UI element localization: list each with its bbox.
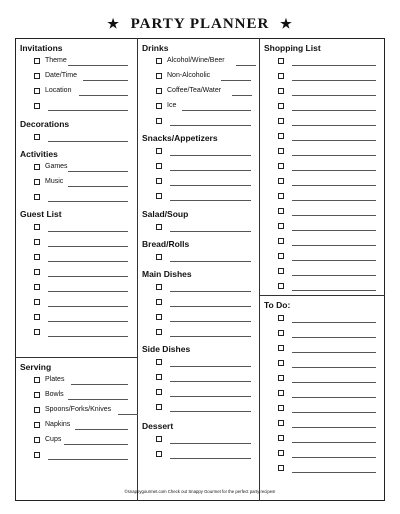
checkbox[interactable] [156,103,162,109]
checkbox[interactable] [278,148,284,154]
checkbox[interactable] [278,390,284,396]
checklist-item [264,386,380,401]
checklist-item [142,385,255,400]
checkbox[interactable] [34,437,40,443]
checklist-item [20,54,132,69]
checklist-item [264,371,380,386]
write-in-line[interactable] [170,125,251,126]
write-in-line[interactable] [292,185,376,186]
side-dishes-heading: Side Dishes [142,344,191,354]
write-in-line[interactable] [292,337,376,338]
write-in-line[interactable] [170,155,251,156]
checkbox[interactable] [156,178,162,184]
shopping-list-heading: Shopping List [264,43,321,53]
activities-section [20,148,132,205]
checklist-item [20,130,132,145]
checkbox[interactable] [34,88,40,94]
checkbox[interactable] [278,73,284,79]
checkbox[interactable] [278,375,284,381]
write-in-line[interactable] [292,95,376,96]
checkbox[interactable] [278,420,284,426]
shopping-list-section [264,42,380,294]
checkbox[interactable] [34,269,40,275]
column-divider [137,38,138,501]
write-in-line[interactable] [292,125,376,126]
write-in-line[interactable] [170,443,251,444]
checkbox[interactable] [278,178,284,184]
checkbox[interactable] [278,118,284,124]
write-in-line[interactable] [170,321,251,322]
checkbox[interactable] [156,163,162,169]
checkbox[interactable] [278,268,284,274]
checklist-item [142,432,255,447]
checklist-item [142,144,255,159]
write-in-line[interactable] [79,95,128,96]
write-in-line[interactable] [292,80,376,81]
item-label: Napkins [45,421,71,428]
checklist-item [264,144,380,159]
checkbox[interactable] [278,58,284,64]
item-label: Bowls [45,391,64,398]
checkbox[interactable] [156,254,162,260]
write-in-line[interactable] [292,290,376,291]
checklist-item [264,326,380,341]
title-text: PARTY PLANNER [130,16,270,32]
checklist-item [20,220,132,235]
section-divider [15,357,137,358]
checkbox[interactable] [156,284,162,290]
checklist-item [264,356,380,371]
guest-list-heading: Guest List [20,209,62,219]
item-label: Plates [45,376,65,383]
checkbox[interactable] [278,283,284,289]
checklist-item [264,189,380,204]
checklist-item [142,159,255,174]
checklist-item [142,280,255,295]
write-in-line[interactable] [170,200,251,201]
serving-heading: Serving [20,362,52,372]
checklist-item [142,174,255,189]
checklist-item [20,388,132,403]
to-do-heading: To Do: [264,300,291,310]
checkbox[interactable] [278,465,284,471]
write-in-line[interactable] [170,291,251,292]
invitations-heading: Invitations [20,43,63,53]
checkbox[interactable] [156,118,162,124]
dessert-section [142,420,255,462]
write-in-line[interactable] [236,65,256,66]
item-label: Cups [45,436,62,443]
write-in-line[interactable] [292,245,376,246]
checkbox[interactable] [156,329,162,335]
checkbox[interactable] [278,315,284,321]
write-in-line[interactable] [170,458,251,459]
write-in-line[interactable] [170,396,251,397]
checkbox[interactable] [156,374,162,380]
checklist-item [264,461,380,476]
write-in-line[interactable] [292,367,376,368]
write-in-line[interactable] [292,442,376,443]
item-label: Music [45,178,64,185]
write-in-line[interactable] [292,200,376,201]
drinks-section [142,42,255,129]
invitations-section [20,42,132,114]
write-in-line[interactable] [292,110,376,111]
checkbox[interactable] [34,239,40,245]
write-in-line[interactable] [292,412,376,413]
checkbox[interactable] [34,452,40,458]
checkbox[interactable] [278,253,284,259]
to-do-section [264,299,380,476]
write-in-line[interactable] [292,170,376,171]
bread-rolls-section [142,238,255,265]
write-in-line[interactable] [182,110,251,111]
checkbox[interactable] [156,58,162,64]
write-in-line[interactable] [292,65,376,66]
checklist-item [20,403,132,418]
write-in-line[interactable] [48,459,128,460]
checkbox[interactable] [34,407,40,413]
write-in-line[interactable] [170,381,251,382]
checkbox[interactable] [34,179,40,185]
checklist-item [264,264,380,279]
checklist-item [142,447,255,462]
checkbox[interactable] [278,103,284,109]
checklist-item [264,129,380,144]
checklist-item [20,99,132,114]
page-title [0,16,400,33]
write-in-line[interactable] [292,397,376,398]
write-in-line[interactable] [71,384,128,385]
snacks-appetizers-heading: Snacks/Appetizers [142,133,218,143]
write-in-line[interactable] [292,427,376,428]
write-in-line[interactable] [68,65,129,66]
checkbox[interactable] [34,224,40,230]
checkbox[interactable] [278,435,284,441]
write-in-line[interactable] [48,276,128,277]
checkbox[interactable] [34,329,40,335]
write-in-line[interactable] [170,411,251,412]
section-divider [259,295,385,296]
write-in-line[interactable] [292,140,376,141]
checklist-item [142,99,255,114]
write-in-line[interactable] [83,80,128,81]
checkbox[interactable] [278,208,284,214]
checkbox[interactable] [156,314,162,320]
checkbox[interactable] [34,134,40,140]
write-in-line[interactable] [232,95,252,96]
write-in-line[interactable] [75,429,128,430]
drinks-heading: Drinks [142,43,169,53]
checklist-item [142,54,255,69]
checklist-item [20,84,132,99]
write-in-line[interactable] [170,306,251,307]
write-in-line[interactable] [292,260,376,261]
checkbox[interactable] [34,284,40,290]
write-in-line[interactable] [48,291,128,292]
checkbox[interactable] [278,193,284,199]
checkbox[interactable] [34,422,40,428]
write-in-line[interactable] [292,472,376,473]
checklist-item [264,204,380,219]
checkbox[interactable] [278,133,284,139]
checkbox[interactable] [34,314,40,320]
write-in-line[interactable] [170,170,251,171]
checkbox[interactable] [34,194,40,200]
checklist-item [264,446,380,461]
checkbox[interactable] [156,404,162,410]
checklist-item [142,370,255,385]
checklist-item [142,84,255,99]
checklist-item [142,400,255,415]
write-in-line[interactable] [292,155,376,156]
write-in-line[interactable] [48,231,128,232]
item-label: Date/Time [45,72,78,79]
checklist-item [264,99,380,114]
item-label: Spoons/Forks/Knives [45,406,112,413]
checkbox[interactable] [34,392,40,398]
checklist-item [264,219,380,234]
checklist-item [142,325,255,340]
checklist-item [142,220,255,235]
side-dishes-section [142,343,255,415]
column-divider [259,38,260,501]
checklist-item [20,433,132,448]
write-in-line[interactable] [48,321,128,322]
item-label: Coffee/Tea/Water [167,87,222,94]
checkbox[interactable] [34,299,40,305]
checklist-item [142,295,255,310]
checklist-item [20,325,132,340]
checklist-item [264,174,380,189]
guest-list-section [20,208,132,340]
item-label: Non-Alcoholic [167,72,211,79]
checkbox[interactable] [278,330,284,336]
write-in-line[interactable] [68,399,129,400]
checklist-item [20,160,132,175]
checkbox[interactable] [278,88,284,94]
checklist-item [20,235,132,250]
activities-heading: Activities [20,149,58,159]
checklist-item [142,69,255,84]
checklist-item [20,250,132,265]
write-in-line[interactable] [170,261,251,262]
write-in-line[interactable] [170,336,251,337]
checkbox[interactable] [156,193,162,199]
write-in-line[interactable] [292,322,376,323]
write-in-line[interactable] [292,352,376,353]
checkbox[interactable] [156,359,162,365]
item-label: Ice [167,102,177,109]
checklist-item [20,373,132,388]
checkbox[interactable] [278,223,284,229]
checkbox[interactable] [34,58,40,64]
checkbox[interactable] [278,238,284,244]
write-in-line[interactable] [118,414,138,415]
salad-soup-section [142,208,255,235]
bread-rolls-heading: Bread/Rolls [142,239,190,249]
item-label: Location [45,87,72,94]
checklist-item [142,189,255,204]
write-in-line[interactable] [68,171,129,172]
write-in-line[interactable] [292,275,376,276]
checkbox[interactable] [156,224,162,230]
checkbox[interactable] [156,436,162,442]
write-in-line[interactable] [48,306,128,307]
write-in-line[interactable] [48,261,128,262]
write-in-line[interactable] [48,141,128,142]
checklist-item [264,341,380,356]
decorations-section [20,118,132,145]
checklist-item [20,310,132,325]
decorations-heading: Decorations [20,119,70,129]
checkbox[interactable] [34,254,40,260]
checklist-item [264,431,380,446]
checklist-item [264,54,380,69]
checklist-item [264,311,380,326]
checkbox[interactable] [278,405,284,411]
checklist-item [264,69,380,84]
checkbox[interactable] [156,389,162,395]
checklist-item [20,280,132,295]
checkbox[interactable] [278,345,284,351]
write-in-line[interactable] [170,231,251,232]
write-in-line[interactable] [170,366,251,367]
checkbox[interactable] [156,73,162,79]
write-in-line[interactable] [48,336,128,337]
write-in-line[interactable] [292,215,376,216]
checkbox[interactable] [34,377,40,383]
write-in-line[interactable] [48,246,128,247]
star-icon: ★ [107,16,120,31]
checklist-item [20,69,132,84]
snacks-appetizers-section [142,132,255,204]
checklist-item [264,159,380,174]
write-in-line[interactable] [170,185,251,186]
checklist-item [20,418,132,433]
checkbox[interactable] [34,164,40,170]
checkbox[interactable] [278,450,284,456]
salad-soup-heading: Salad/Soup [142,209,189,219]
item-label: Games [45,163,68,170]
item-label: Alcohol/Wine/Beer [167,57,225,64]
write-in-line[interactable] [64,444,128,445]
checklist-item [264,416,380,431]
checklist-item [142,250,255,265]
checklist-item [20,295,132,310]
checklist-item [264,279,380,294]
dessert-heading: Dessert [142,421,174,431]
write-in-line[interactable] [292,230,376,231]
checkbox[interactable] [156,148,162,154]
serving-section [20,361,132,463]
checklist-item [264,114,380,129]
write-in-line[interactable] [292,382,376,383]
checklist-item [142,310,255,325]
star-icon: ★ [280,16,293,31]
write-in-line[interactable] [221,80,251,81]
checkbox[interactable] [156,451,162,457]
checkbox[interactable] [278,163,284,169]
checklist-item [142,114,255,129]
footer-note: ©snappygourmet.com Check out Snappy Gourmet for the perfect party recipes! [124,489,276,494]
checkbox[interactable] [278,360,284,366]
write-in-line[interactable] [292,457,376,458]
checklist-item [142,355,255,370]
main-dishes-section [142,268,255,340]
checklist-item [264,84,380,99]
checklist-item [264,249,380,264]
checkbox[interactable] [156,88,162,94]
checklist-item [20,190,132,205]
write-in-line[interactable] [68,186,129,187]
write-in-line[interactable] [48,201,128,202]
checklist-item [264,401,380,416]
item-label: Theme [45,57,67,64]
write-in-line[interactable] [48,110,128,111]
checkbox[interactable] [34,103,40,109]
checklist-item [20,265,132,280]
checklist-item [264,234,380,249]
checklist-item [20,175,132,190]
checkbox[interactable] [34,73,40,79]
checklist-item [20,448,132,463]
main-dishes-heading: Main Dishes [142,269,192,279]
checkbox[interactable] [156,299,162,305]
